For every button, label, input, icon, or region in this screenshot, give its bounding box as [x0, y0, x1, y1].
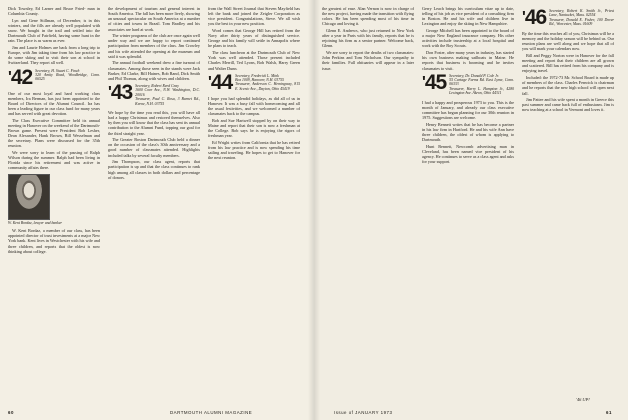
secretary-address: 55 Cartage Farms Rd. East Lyme, Conn. 06333: [449, 78, 514, 87]
paragraph: One of our most loyal and hard working class members, Ira Berman, has just been appointed to the Board of Directors of the Alumni Council. Ira has been a leading figure in our class fund for many years and has served with great devotion.: [8, 90, 100, 117]
secretary-address: 1600 Cove Ave., N.W. Washington, D.C. 20016: [135, 88, 200, 97]
class-year: 44: [210, 70, 233, 94]
treasurer-line: Treasurer, Donald E. Fisher, 100 Dover Rd., Worcester, Mass. 01609: [549, 17, 614, 27]
class-year-header: '46 Secretary, Robert K. Smith Jr., Priest Lane, Nantucket, Mass. 02554 Treasurer, Donald E. Fisher, 100 Dover Rd., Worcester, Mass. 01609: [522, 6, 614, 29]
secretary-line: Secretary, Robert K. Smith Jr., Priest Lane, Nantucket, Mass. 02554: [549, 9, 614, 18]
paragraph: I had a happy and prosperous 1973 to you. This is the month of January, and already our class executive committee has begun planning for our 30th reunion in 1975. Suggestions are welcome.: [422, 99, 514, 121]
paragraph: from the Wall Street Journal that Steven Mayfield has left the bank and joined the Zeigler Corporation as vice president. Congratulations, Steve. We all wish you the best in your new position.: [208, 6, 300, 27]
issue-date: Issue of JANUARY 1973: [334, 410, 393, 415]
class-year: 45: [424, 70, 447, 94]
paragraph: the greatest of ease. Alan Vernon is now in charge of the new project, having made the transition with flying colors. He has been spending most of his time in Chicago and loving it.: [322, 6, 414, 27]
right-col-3: [522, 6, 614, 406]
paragraph: We were sorry to learn of the passing of Ralph Wilson during the summer. Ralph had been living in Florida since his retirement and was active in community affairs there.: [8, 150, 100, 171]
right-col-1: [322, 6, 414, 406]
page-number: 60: [8, 410, 14, 415]
paragraph: Bob and Sue Hartwell stopped by on their way to Maine and report that their son is now a freshman at the College. Bob says he is enjoying the rigors of freshman year.: [208, 117, 300, 139]
class-year: 43: [110, 80, 133, 104]
paragraph: Hunt Bennett, Newcomb advertising man in Cleveland, has been named vice president of his agency. He continues to serve as a class agent and asks for your support.: [422, 143, 514, 165]
paragraph: The Class Executive Committee held its annual meeting in Hanover on the weekend of the Dartmouth-Brown game. Present were President Bob Lesher, Dean Alexander, Hank Brown, Bill Wesselman and the secretary. Plans were discussed for the 35th reunion.: [8, 117, 100, 149]
paragraph: We hope by the time you read this, you will have all had a happy Christmas and restored themselves. Also by then you will know that the class has sent its annual contribution to the Alumni Fund, topping our goal for the third straight year.: [108, 110, 200, 136]
portrait-photo: [8, 174, 50, 220]
left-col-2: [108, 6, 200, 406]
paragraph: Don Foster, after many years in industry, has started his own business making sailboats in Maine. He reports that business is booming and he invites classmates to visit.: [422, 50, 514, 71]
class-year-header: '45 Secretary, Dr. Donald P. Cole Jr. 55 Cartage Farms Rd. East Lyme, Conn. 06333 Treasurer, Harry L. Hampton Jr., 4280 Lexington Ave. Akron, Ohio 44311: [422, 70, 514, 96]
paragraph: Henry Bennett writes that he has become a partner in his law firm in Hartford. He and his wife Ann have three children, the oldest of whom is applying to Dartmouth.: [422, 121, 514, 143]
paragraph: Bill and Peggy Norton were in Hanover for the fall meeting and report that their children are all grown and scattered. Bill has retired from his company and is enjoying travel.: [522, 53, 614, 74]
secretary-address: Box 1009, Hanover, N.H. 03755: [235, 78, 284, 83]
page-number: 61: [606, 410, 612, 415]
paragraph: George Mitchell has been appointed to the board of a major New England insurance company. His other activities include trusteeship at a local hospital and work with the Boy Scouts.: [422, 28, 514, 49]
paragraph: The class luncheon at the Dartmouth Club of New York was well attended. Those present included Charles Merrill, Ted Lyons, Bob Walsh, Harry Green and Walter Dunn.: [208, 50, 300, 71]
treasurer-line: Treasurer, Paul C. Rosa, 3 Barnet Rd., Keene, N.H. 03755: [135, 97, 200, 106]
paragraph: Jim Pattee and his wife spent a month in Greece this past summer and came back full of enthusiasm. Jim is now teaching at a school in Vermont and loves it.: [522, 97, 614, 113]
paragraph: Word comes that George Hill has retired from the Navy after thirty years of distinguished service. George and his family will settle in Annapolis where he plans to teach.: [208, 28, 300, 49]
treasurer-line: Treasurer, Harry L. Hampton Jr., 4280 Lexington Ave. Akron, Ohio 44311: [449, 86, 514, 96]
paragraph: The Greater Boston Dartmouth Club held a dinner on the occasion of the class's 30th anniversary and a good number of classmates attended. Highlights included talks by several faculty members.: [108, 137, 200, 158]
class-year-header: '44 Secretary, Frederick L. Mink Box 1009, Hanover, N.H. 03755 Treasurer, Anderson C. Hemingway, 815 E. Scenic Ave., Dayton, Ohio 45419: [208, 70, 300, 94]
left-col-1: [8, 6, 100, 406]
paragraph: the development of tourism and general interest in South America. The fall has been more lively, showing an unusual spectacular on South America at a number of cities and towns in Brazil. Tom Bradley and his associates are hard at work.: [108, 6, 200, 32]
left-col-3: [208, 6, 300, 406]
secretary-line: Secretary, Frederick L. Mink: [235, 73, 279, 78]
class-year-header: '42 Secretary, H. Stuart C. Finch 320 Amity Road, Woodbridge, Conn. 06525: [8, 65, 100, 89]
photo-caption: W. Kent Bordaz, lawyer and banker: [8, 221, 63, 226]
paragraph: Glenn E. Andrews, who just returned to New York after a year in Paris with his family, reports that he is rejoining his firm as a senior partner. Welcome back, Glenn.: [322, 28, 414, 49]
paragraph: Dick Townley, Ed Larner and Bruce Fried- man in Columbia County.: [8, 6, 100, 17]
secretary-address: 320 Amity Road, Woodbridge, Conn. 06525: [35, 72, 100, 82]
treasurer-line: Treasurer, Anderson C. Hemingway, 815 E. Scenic Ave., Dayton, Ohio 45419: [235, 82, 300, 91]
secretary-line: Secretary, H. Stuart C. Finch: [35, 68, 80, 73]
right-col-2: [422, 6, 514, 406]
secretary-line: Secretary, Dr. Donald P. Cole Jr.: [449, 73, 499, 78]
paragraph: W. Kent Bordaz, a member of our class, has been appointed director of trust investments at a major New York bank. Kent lives in Westchester with his wife and three children, and reports that the oldest is now thinking about college.: [8, 228, 100, 254]
paragraph: Jim and Laurie Holmes are back from a long trip to Europe, with Jim taking time from his law practice to do some skiing and to visit their son at school in Switzerland. They report all well.: [8, 44, 100, 66]
paragraph: The annual football weekend drew a fine turnout of classmates. Among those seen in the stands were Jack Barker, Ed Clarke, Bill Haines, Bob Rand, Dick Smith and Phil Thomas, along with wives and children.: [108, 60, 200, 81]
paragraph: We are sorry to report the deaths of two classmates: John Perkins and Tom Nicholson. Our sympathy to their families. Full obituaries will appear in a later issue.: [322, 50, 414, 71]
secretary-line: Secretary, Robert Reed Gray: [135, 83, 179, 88]
paragraph: By the time this reaches all of you, Christmas will be a memory and the holiday season will be behind us. Our reunion plans are well along and we hope that all of you will mark your calendars now.: [522, 31, 614, 52]
paragraph: Included: the 1972-73 Mr. School Board is made up of members of the class. Charles Fenwick is chairman and he reports that the new high school will open next fall.: [522, 75, 614, 96]
column-signoff: '46 UP!: [576, 397, 590, 402]
paragraph: Lyn and Gene Stillman, of December, is in this winters, and the fills are already well populated with snow. We bought in the trail and settled into the Dartmouth Club of Fairfield, having some hunt in the rain. The place is as warm as ever.: [8, 17, 100, 44]
class-year: 42: [10, 65, 33, 89]
paragraph: Ed Wright writes from California that he has retired from his law practice and is now spending his time sailing and traveling. He hopes to get to Hanover for the next reunion.: [208, 139, 300, 161]
paragraph: I hope you had splendid holidays, as did all of us in Hanover. It was a busy fall with homecoming and all the usual festivities, and we welcomed a number of classmates back to the campus.: [208, 95, 300, 117]
class-year: 46: [524, 6, 547, 29]
paragraph: Gerry Leach brings his curriculum vitae up to date, telling of his job as vice president of a consulting firm in Boston. He and his wife and children live in Lexington and enjoy the skiing in New Hampshire.: [422, 6, 514, 27]
paragraph: Jim Thompson, our class agent, reports that participation is up and that the class continues to rank high among all classes in both dollars and percentage of donors.: [108, 159, 200, 180]
paragraph: The winter programs of the club are once again well under way and we are happy to report continued participation from members of the class. Jim Crowley and his wife attended the opening at the museum and said it was splendid.: [108, 33, 200, 59]
publication-name: DARTMOUTH ALUMNI MAGAZINE: [170, 410, 253, 415]
class-year-header: '43 Secretary, Robert Reed Gray 1600 Cove Ave., N.W. Washington, D.C. 20016 Treasurer, Paul C. Rosa, 3 Barnet Rd., Keene, N.H. 03755: [108, 80, 200, 106]
right-page: [314, 0, 628, 420]
